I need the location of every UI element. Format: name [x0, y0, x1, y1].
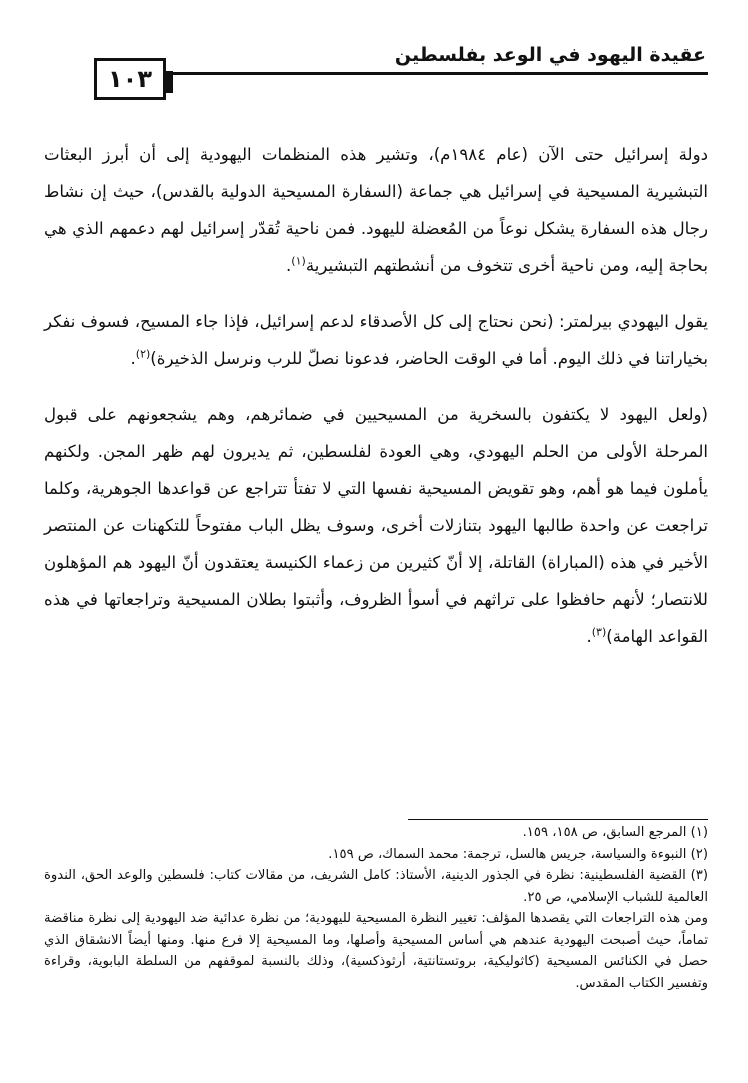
- footnote-reference: (٣): [591, 625, 607, 639]
- footnote-reference: (٢): [135, 347, 151, 361]
- page-number: ١٠٣: [94, 58, 166, 100]
- footnote-2: (٢) النبوءة والسياسة، جريس هالسل، ترجمة: محمد السماك، ص ١٥٩.: [328, 846, 708, 862]
- paragraph-end: .: [586, 627, 592, 646]
- paragraph-3: [44, 396, 708, 655]
- header-rule: [170, 72, 708, 75]
- footnote-reference: (١): [291, 254, 306, 268]
- paragraph-text: (ولعل اليهود لا يكتفون بالسخرية من المسيحيين في ضمائرهم، وهم يشجعونهم على قبول المرحلة الأولى من الحلم اليهودي، وهي العودة لفلسطين، ثم يديرون لهم ظهر المجن. ولكنهم يأملون فيما هو أهم، وهو تقويض المسيحية نفسها التي لا تفتأ تتراجع عن قواعدها الجوهرية، وكلما تراجعت عن واحدة طالبها اليهود بتنازلات أخرى، وسوف يظل الباب مفتوحاً للتكهنات عن المنتصر الأخير في هذه (المباراة) القاتلة، إلا أنّ كثيرين من زعماء الكنيسة يعتقدون أنّ اليهود هم المؤهلون للانتصار؛ لأنهم حافظوا على تراثهم في أسوأ الظروف، وأثبتوا بطلان المسيحية وتراجعاتها في هذه القواعد الهامة): [44, 405, 708, 646]
- footnote-3: (٣) القضية الفلسطينية: نظرة في الجذور الدينية، الأستاذ: كامل الشريف، من مقالات كتاب: فلسطين والوعد الحق، الندوة العالمية للشباب الإسلامي، ص ٢٥.: [44, 868, 708, 905]
- paragraph-1: [44, 136, 708, 284]
- footnotes: [44, 822, 708, 994]
- paragraph-end: .: [130, 349, 136, 368]
- paragraph-2: [44, 303, 708, 377]
- paragraph-text: يقول اليهودي بيرلمتر: (نحن نحتاج إلى كل الأصدقاء لدعم إسرائيل، فإذا جاء المسيح، فسوف نفكر بخياراتنا في ذلك اليوم. أما في الوقت الحاضر، فدعونا نصلّ للرب ونرسل الذخيرة): [44, 312, 708, 368]
- main-text: [44, 136, 708, 655]
- paragraph-text: دولة إسرائيل حتى الآن (عام ١٩٨٤م)، وتشير هذه المنظمات اليهودية إلى أن أبرز البعثات التبشيرية المسيحية في إسرائيل هي جماعة (السفارة المسيحية الدولية بالقدس)، حيث إن نشاط رجال هذه السفارة يشكل نوعاً من المُعضلة لليهود. فمن ناحية تُقدّر إسرائيل لهم دعمهم الذي هي بحاجة إليه، ومن ناحية أخرى تتخوف من أنشطتهم التبشيرية: [44, 145, 708, 275]
- footnote-separator: [408, 819, 708, 820]
- paragraph-end: .: [286, 256, 292, 275]
- footnote-1: (١) المرجع السابق، ص ١٥٨، ١٥٩.: [522, 825, 708, 840]
- running-title: عقيدة اليهود في الوعد بفلسطين: [394, 44, 706, 66]
- footnote-3-continuation: ومن هذه التراجعات التي يقصدها المؤلف: تغيير النظرة المسيحية لليهودية؛ من نظرة عدائية ضد اليهودية إلى نظرة مناقضة تماماً، حيث أصبحت اليهودية عندهم هي أساس المسيحية وأصلها، وما المسيحية إلا فرع منها. ومنها أيضاً الانشقاق الذي حصل في الكنائس المسيحية (كاثوليكية، بروتستانتية، أرثوذكسية)، وذلك بالنسبة لموقفهم من السلطة البابوية، وقراءة وتفسير الكتاب المقدس.: [44, 911, 708, 991]
